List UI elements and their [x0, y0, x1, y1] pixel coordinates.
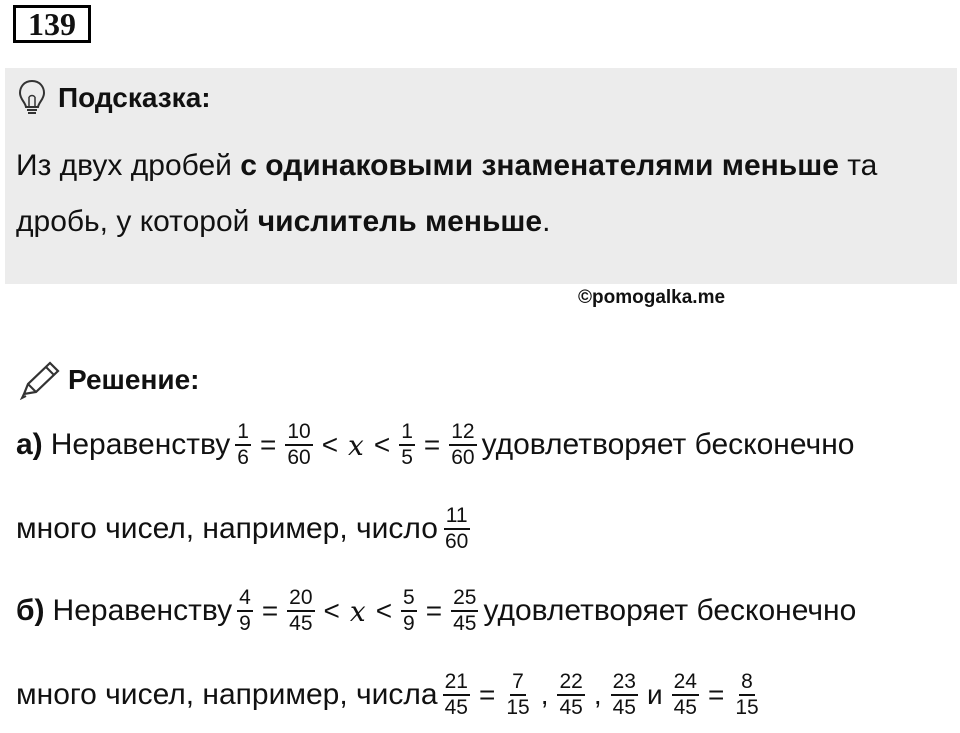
- variable-x: x: [348, 428, 364, 462]
- fraction: $\frac{20}{45}$: [289, 586, 313, 635]
- solution-title: Решение:: [68, 364, 200, 395]
- part-b-line-1: б) Неравенству $\frac{4}{9}$ = $\frac{20}{45}$ < x < $\frac{5}{9}$ = $\frac{25}{45}$ удовлетворяет бесконечно: [16, 586, 857, 635]
- fraction: $\frac{21}{45}$: [444, 670, 468, 719]
- task-number: 139: [13, 5, 91, 43]
- fraction: $\frac{7}{15}$: [506, 670, 530, 719]
- part-a-label: а): [16, 428, 43, 461]
- fraction: $\frac{4}{9}$: [239, 586, 251, 635]
- pencil-icon: [18, 360, 62, 400]
- fraction: $\frac{25}{45}$: [453, 586, 477, 635]
- part-b-line-2: много чисел, например, числа $\frac{21}{45}$ = $\frac{7}{15}$ , $\frac{22}{45}$ , $\frac{23}{45}$ и $\frac{24}{45}$ = $\frac{8}{15}$: [16, 670, 759, 719]
- part-a-line-2: много чисел, например, число $\frac{11}{60}$: [16, 504, 469, 553]
- fraction: $\frac{12}{60}$: [451, 420, 475, 469]
- lightbulb-icon: [18, 79, 46, 117]
- part-a-line-1: а) Неравенству $\frac{1}{6}$ = $\frac{10}{60}$ < x < $\frac{1}{5}$ = $\frac{12}{60}$ удовлетворяет бесконечно: [16, 420, 855, 469]
- hint-bold-2: числитель меньше: [257, 205, 543, 238]
- hint-title: Подсказка:: [58, 82, 211, 113]
- hint-bold-1: с одинаковыми знаменателями меньше: [240, 149, 839, 182]
- part-b-label: б): [16, 594, 45, 627]
- solution-header: [18, 358, 199, 402]
- variable-x: x: [349, 594, 366, 628]
- fraction: $\frac{1}{5}$: [401, 420, 413, 469]
- fraction: $\frac{24}{45}$: [673, 670, 697, 719]
- copyright: ©pomogalka.me: [578, 287, 726, 308]
- fraction: $\frac{1}{6}$: [237, 420, 249, 469]
- fraction: $\frac{8}{15}$: [735, 670, 759, 719]
- fraction: $\frac{22}{45}$: [559, 670, 583, 719]
- hint-text: Из двух дробей с одинаковыми знаменателями меньше та дробь, у которой числитель меньше.: [16, 149, 878, 238]
- fraction: $\frac{11}{60}$: [444, 504, 469, 553]
- fraction: $\frac{23}{45}$: [612, 670, 636, 719]
- fraction: $\frac{5}{9}$: [403, 586, 415, 635]
- hint-header: [18, 78, 211, 118]
- fraction: $\frac{10}{60}$: [287, 420, 311, 469]
